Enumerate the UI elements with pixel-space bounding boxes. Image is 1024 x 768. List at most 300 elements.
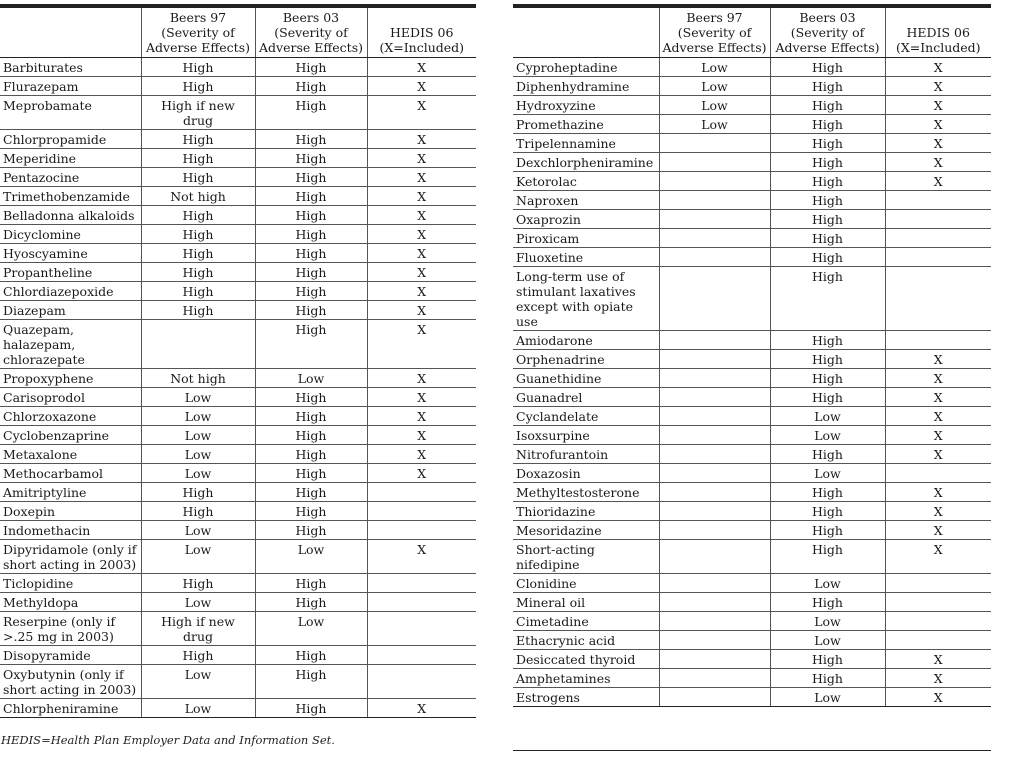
hedis06-cell: X: [367, 699, 476, 718]
drug-name-cell: Cimetadine: [513, 612, 659, 631]
drug-name-cell: Indomethacin: [0, 521, 141, 540]
table-row: [513, 172, 991, 191]
drug-name-cell: Doxazosin: [513, 464, 659, 483]
hedis06-cell: X: [885, 483, 991, 502]
hedis06-cell: X: [367, 168, 476, 187]
table-row: [513, 521, 991, 540]
beers03-cell: Low: [770, 464, 885, 483]
table-row: [513, 153, 991, 172]
beers03-cell: Low: [255, 369, 367, 388]
beers97-cell: High: [141, 282, 255, 301]
drug-name-cell: Dicyclomine: [0, 225, 141, 244]
drug-name-cell: Mesoridazine: [513, 521, 659, 540]
divider: [513, 750, 991, 751]
beers03-cell: Low: [255, 540, 367, 574]
beers03-cell: Low: [255, 612, 367, 646]
drug-name-cell: Metaxalone: [0, 445, 141, 464]
beers03-cell: Low: [770, 631, 885, 650]
beers97-cell: High: [141, 483, 255, 502]
table-row: [0, 445, 476, 464]
beers03-cell: High: [255, 187, 367, 206]
beers03-cell: High: [255, 593, 367, 612]
hedis06-cell: [885, 593, 991, 612]
beers97-cell: [659, 612, 770, 631]
hedis06-cell: X: [367, 149, 476, 168]
beers03-cell: High: [770, 650, 885, 669]
beers03-column-header: Beers 03 (Severity of Adverse Effects): [770, 6, 885, 58]
drug-name-cell: Ethacrynic acid: [513, 631, 659, 650]
table-row: [513, 210, 991, 229]
beers97-cell: High: [141, 646, 255, 665]
beers97-cell: [659, 229, 770, 248]
beers03-cell: High: [770, 540, 885, 574]
hedis06-cell: X: [885, 350, 991, 369]
table-body-left: [0, 58, 476, 718]
beers03-column-header: Beers 03 (Severity of Adverse Effects): [255, 6, 367, 58]
beers03-cell: High: [255, 149, 367, 168]
hedis06-cell: [885, 229, 991, 248]
drug-name-cell: Guanadrel: [513, 388, 659, 407]
beers97-cell: [659, 669, 770, 688]
hedis06-cell: [885, 267, 991, 331]
drug-name-cell: Oxaprozin: [513, 210, 659, 229]
beers97-cell: Low: [141, 521, 255, 540]
beers97-cell: [659, 426, 770, 445]
beers03-cell: High: [255, 244, 367, 263]
hedis06-cell: X: [367, 301, 476, 320]
hedis06-cell: [885, 331, 991, 350]
hedis06-cell: X: [367, 187, 476, 206]
table-row: [0, 77, 476, 96]
beers97-cell: [659, 210, 770, 229]
beers03-cell: High: [770, 267, 885, 331]
hedis06-cell: X: [885, 172, 991, 191]
table-header-row: [513, 6, 991, 58]
drug-name-cell: Thioridazine: [513, 502, 659, 521]
beers97-cell: High: [141, 206, 255, 225]
hedis06-cell: X: [367, 369, 476, 388]
beers03-cell: High: [255, 646, 367, 665]
beers97-cell: [659, 631, 770, 650]
drug-column-header: [0, 6, 141, 58]
table-row: [0, 96, 476, 130]
hedis06-cell: [367, 574, 476, 593]
drug-name-cell: Fluoxetine: [513, 248, 659, 267]
hedis06-cell: [885, 248, 991, 267]
beers97-cell: High: [141, 77, 255, 96]
hedis06-cell: X: [367, 407, 476, 426]
drug-name-cell: Promethazine: [513, 115, 659, 134]
drug-name-cell: Isoxsurpine: [513, 426, 659, 445]
drug-name-cell: Methocarbamol: [0, 464, 141, 483]
table-row: [513, 426, 991, 445]
beers97-cell: Low: [141, 407, 255, 426]
beers03-cell: High: [255, 388, 367, 407]
beers03-cell: High: [255, 502, 367, 521]
hedis06-cell: X: [885, 96, 991, 115]
beers97-cell: High: [141, 244, 255, 263]
hedis06-cell: X: [885, 445, 991, 464]
beers97-cell: [659, 153, 770, 172]
beers97-cell: [659, 134, 770, 153]
beers03-cell: High: [770, 210, 885, 229]
drug-name-cell: Dexchlorpheniramine: [513, 153, 659, 172]
table-row: [513, 445, 991, 464]
beers03-cell: High: [770, 521, 885, 540]
hedis06-cell: X: [885, 407, 991, 426]
beers03-cell: High: [255, 464, 367, 483]
table-row: [0, 244, 476, 263]
drug-name-cell: Barbiturates: [0, 58, 141, 77]
beers97-cell: [659, 540, 770, 574]
beers97-cell: [659, 464, 770, 483]
beers03-cell: High: [770, 669, 885, 688]
drug-name-cell: Tripelennamine: [513, 134, 659, 153]
table-row: [513, 502, 991, 521]
table-row: [0, 206, 476, 225]
beers03-cell: High: [255, 407, 367, 426]
drug-name-cell: Diazepam: [0, 301, 141, 320]
hedis06-column-header: HEDIS 06 (X=Included): [367, 6, 476, 58]
table-row: [513, 388, 991, 407]
beers97-cell: [659, 267, 770, 331]
beers03-cell: High: [770, 191, 885, 210]
beers97-cell: [659, 502, 770, 521]
table-row: [0, 320, 476, 369]
table-row: [0, 699, 476, 718]
drug-name-cell: Trimethobenzamide: [0, 187, 141, 206]
hedis06-cell: [367, 593, 476, 612]
beers97-cell: Low: [659, 58, 770, 77]
hedis06-cell: X: [367, 388, 476, 407]
hedis06-cell: X: [885, 688, 991, 707]
beers97-cell: Low: [141, 445, 255, 464]
hedis06-cell: [885, 631, 991, 650]
table-row: [0, 612, 476, 646]
table-row: [513, 331, 991, 350]
table-row: [0, 593, 476, 612]
table-row: [0, 282, 476, 301]
hedis06-cell: X: [367, 244, 476, 263]
beers03-cell: High: [255, 301, 367, 320]
hedis06-cell: X: [885, 153, 991, 172]
beers97-cell: Low: [141, 593, 255, 612]
hedis06-cell: X: [367, 320, 476, 369]
beers97-cell: High: [141, 502, 255, 521]
beers03-cell: High: [255, 521, 367, 540]
beers03-cell: High: [770, 350, 885, 369]
table-row: [0, 665, 476, 699]
beers97-cell: Low: [141, 540, 255, 574]
beers97-cell: [659, 688, 770, 707]
beers03-cell: High: [255, 665, 367, 699]
drug-name-cell: Amitriptyline: [0, 483, 141, 502]
drug-name-cell: Guanethidine: [513, 369, 659, 388]
beers97-cell: [659, 248, 770, 267]
beers97-cell: [659, 172, 770, 191]
hedis06-cell: [367, 612, 476, 646]
beers97-cell: Low: [659, 77, 770, 96]
table-row: [0, 301, 476, 320]
table-row: [513, 688, 991, 707]
drug-name-cell: Hydroxyzine: [513, 96, 659, 115]
beers03-cell: Low: [770, 407, 885, 426]
hedis06-cell: X: [885, 540, 991, 574]
beers03-cell: High: [770, 445, 885, 464]
drug-name-cell: Orphenadrine: [513, 350, 659, 369]
beers97-cell: High: [141, 149, 255, 168]
table-row: [0, 464, 476, 483]
beers97-cell: [659, 407, 770, 426]
beers97-cell: Low: [141, 388, 255, 407]
drug-name-cell: Long-term use of stimulant laxatives except with opiate use: [513, 267, 659, 331]
beers03-cell: High: [255, 225, 367, 244]
drug-name-cell: Meprobamate: [0, 96, 141, 130]
hedis06-cell: [885, 191, 991, 210]
drug-name-cell: Hyoscyamine: [0, 244, 141, 263]
table-row: [0, 574, 476, 593]
beers97-cell: [659, 331, 770, 350]
drug-name-cell: Cyclobenzaprine: [0, 426, 141, 445]
drug-name-cell: Dipyridamole (only if short acting in 2003): [0, 540, 141, 574]
table-row: [0, 225, 476, 244]
hedis06-cell: X: [367, 282, 476, 301]
drug-name-cell: Pentazocine: [0, 168, 141, 187]
table-row: [513, 350, 991, 369]
beers97-cell: High: [141, 225, 255, 244]
table-row: [513, 191, 991, 210]
drug-table-left: [0, 4, 476, 718]
beers97-column-header: Beers 97 (Severity of Adverse Effects): [659, 6, 770, 58]
hedis06-cell: X: [885, 426, 991, 445]
beers97-cell: Low: [659, 96, 770, 115]
table-row: [513, 650, 991, 669]
table-row: [513, 612, 991, 631]
drug-name-cell: Meperidine: [0, 149, 141, 168]
drug-name-cell: Methyltestosterone: [513, 483, 659, 502]
beers03-cell: High: [770, 483, 885, 502]
beers03-cell: Low: [770, 426, 885, 445]
drug-name-cell: Flurazepam: [0, 77, 141, 96]
beers97-cell: High: [141, 574, 255, 593]
beers03-cell: Low: [770, 612, 885, 631]
drug-name-cell: Chlorpropamide: [0, 130, 141, 149]
hedis06-cell: X: [885, 134, 991, 153]
drug-name-cell: Piroxicam: [513, 229, 659, 248]
hedis06-cell: X: [367, 464, 476, 483]
beers03-cell: High: [255, 320, 367, 369]
table-row: [0, 407, 476, 426]
beers03-cell: High: [770, 172, 885, 191]
drug-name-cell: Cyproheptadine: [513, 58, 659, 77]
drug-name-cell: Amiodarone: [513, 331, 659, 350]
table-row: [0, 540, 476, 574]
table-row: [513, 669, 991, 688]
beers97-cell: [659, 191, 770, 210]
table-row: [513, 134, 991, 153]
drug-name-cell: Chlordiazepoxide: [0, 282, 141, 301]
hedis06-cell: X: [367, 58, 476, 77]
drug-name-cell: Methyldopa: [0, 593, 141, 612]
beers97-cell: [659, 650, 770, 669]
drug-name-cell: Nitrofurantoin: [513, 445, 659, 464]
beers03-cell: High: [255, 77, 367, 96]
table-row: [0, 426, 476, 445]
hedis06-cell: X: [885, 77, 991, 96]
beers03-cell: High: [255, 574, 367, 593]
table-row: [513, 248, 991, 267]
hedis06-cell: X: [367, 426, 476, 445]
beers03-cell: Low: [770, 688, 885, 707]
hedis06-cell: X: [367, 130, 476, 149]
hedis06-cell: X: [367, 96, 476, 130]
drug-name-cell: Carisoprodol: [0, 388, 141, 407]
beers97-cell: Low: [141, 426, 255, 445]
beers97-cell: High: [141, 130, 255, 149]
beers03-cell: High: [255, 58, 367, 77]
beers03-cell: High: [770, 248, 885, 267]
beers03-cell: High: [770, 96, 885, 115]
table-row: [513, 96, 991, 115]
beers03-cell: High: [255, 445, 367, 464]
table-row: [513, 483, 991, 502]
beers03-cell: High: [255, 426, 367, 445]
table-row: [513, 540, 991, 574]
table-row: [513, 369, 991, 388]
hedis06-cell: X: [367, 206, 476, 225]
hedis06-cell: X: [367, 77, 476, 96]
beers03-cell: High: [255, 483, 367, 502]
beers97-cell: High: [141, 58, 255, 77]
beers03-cell: High: [255, 263, 367, 282]
beers97-cell: High: [141, 263, 255, 282]
beers97-cell: Not high: [141, 369, 255, 388]
beers03-cell: High: [770, 153, 885, 172]
drug-name-cell: Short-acting nifedipine: [513, 540, 659, 574]
beers03-cell: High: [770, 369, 885, 388]
table-header-row: [0, 6, 476, 58]
beers03-cell: High: [770, 388, 885, 407]
drug-name-cell: Quazepam, halazepam, chlorazepate: [0, 320, 141, 369]
beers97-cell: [659, 483, 770, 502]
beers97-cell: [659, 388, 770, 407]
table-row: [0, 483, 476, 502]
beers03-cell: High: [770, 134, 885, 153]
drug-name-cell: Mineral oil: [513, 593, 659, 612]
drug-name-cell: Propoxyphene: [0, 369, 141, 388]
beers03-cell: High: [770, 229, 885, 248]
table-row: [0, 521, 476, 540]
table-row: [513, 631, 991, 650]
table-row: [0, 168, 476, 187]
beers03-cell: High: [255, 168, 367, 187]
drug-name-cell: Oxybutynin (only if short acting in 2003): [0, 665, 141, 699]
hedis06-cell: [367, 502, 476, 521]
beers03-cell: Low: [770, 574, 885, 593]
beers03-cell: High: [255, 699, 367, 718]
table-row: [0, 149, 476, 168]
drug-name-cell: Chlorzoxazone: [0, 407, 141, 426]
table-row: [513, 574, 991, 593]
beers97-cell: [659, 521, 770, 540]
beers03-cell: High: [770, 331, 885, 350]
beers97-cell: [659, 593, 770, 612]
table-row: [0, 646, 476, 665]
hedis06-cell: [885, 612, 991, 631]
drug-name-cell: Cyclandelate: [513, 407, 659, 426]
beers97-cell: High: [141, 168, 255, 187]
hedis06-cell: [885, 574, 991, 593]
table-row: [513, 593, 991, 612]
hedis06-cell: [367, 665, 476, 699]
beers97-cell: [659, 369, 770, 388]
hedis06-cell: X: [885, 669, 991, 688]
beers97-cell: High if new drug: [141, 96, 255, 130]
footnote: HEDIS=Health Plan Employer Data and Information Set.: [1, 733, 335, 747]
hedis06-cell: [885, 464, 991, 483]
table-row: [0, 58, 476, 77]
table-row: [513, 77, 991, 96]
hedis06-cell: X: [885, 650, 991, 669]
drug-name-cell: Ketorolac: [513, 172, 659, 191]
hedis06-cell: X: [885, 521, 991, 540]
beers97-column-header: Beers 97 (Severity of Adverse Effects): [141, 6, 255, 58]
hedis06-cell: X: [885, 369, 991, 388]
beers97-cell: Low: [141, 464, 255, 483]
drug-name-cell: Belladonna alkaloids: [0, 206, 141, 225]
drug-name-cell: Doxepin: [0, 502, 141, 521]
hedis06-column-header: HEDIS 06 (X=Included): [885, 6, 991, 58]
beers97-cell: [141, 320, 255, 369]
drug-table-right: [513, 4, 991, 707]
drug-name-cell: Reserpine (only if >.25 mg in 2003): [0, 612, 141, 646]
drug-name-cell: Ticlopidine: [0, 574, 141, 593]
beers03-cell: High: [770, 115, 885, 134]
beers97-cell: Low: [141, 665, 255, 699]
drug-name-cell: Propantheline: [0, 263, 141, 282]
beers03-cell: High: [255, 282, 367, 301]
table-row: [513, 464, 991, 483]
hedis06-cell: X: [885, 388, 991, 407]
hedis06-cell: X: [367, 263, 476, 282]
beers03-cell: High: [770, 502, 885, 521]
drug-name-cell: Diphenhydramine: [513, 77, 659, 96]
table-row: [0, 388, 476, 407]
beers97-cell: High: [141, 301, 255, 320]
drug-name-cell: Chlorpheniramine: [0, 699, 141, 718]
drug-name-cell: Naproxen: [513, 191, 659, 210]
hedis06-cell: X: [367, 540, 476, 574]
table-row: [513, 115, 991, 134]
beers03-cell: High: [770, 77, 885, 96]
beers97-cell: [659, 445, 770, 464]
beers97-cell: [659, 350, 770, 369]
table-body-right: [513, 58, 991, 707]
drug-name-cell: Amphetamines: [513, 669, 659, 688]
table-row: [0, 369, 476, 388]
hedis06-cell: [367, 646, 476, 665]
table-row: [0, 130, 476, 149]
table-row: [513, 407, 991, 426]
hedis06-cell: X: [885, 58, 991, 77]
beers97-cell: High if new drug: [141, 612, 255, 646]
drug-name-cell: Desiccated thyroid: [513, 650, 659, 669]
beers97-cell: [659, 574, 770, 593]
hedis06-cell: X: [367, 445, 476, 464]
drug-name-cell: Disopyramide: [0, 646, 141, 665]
beers03-cell: High: [255, 206, 367, 225]
hedis06-cell: [367, 521, 476, 540]
